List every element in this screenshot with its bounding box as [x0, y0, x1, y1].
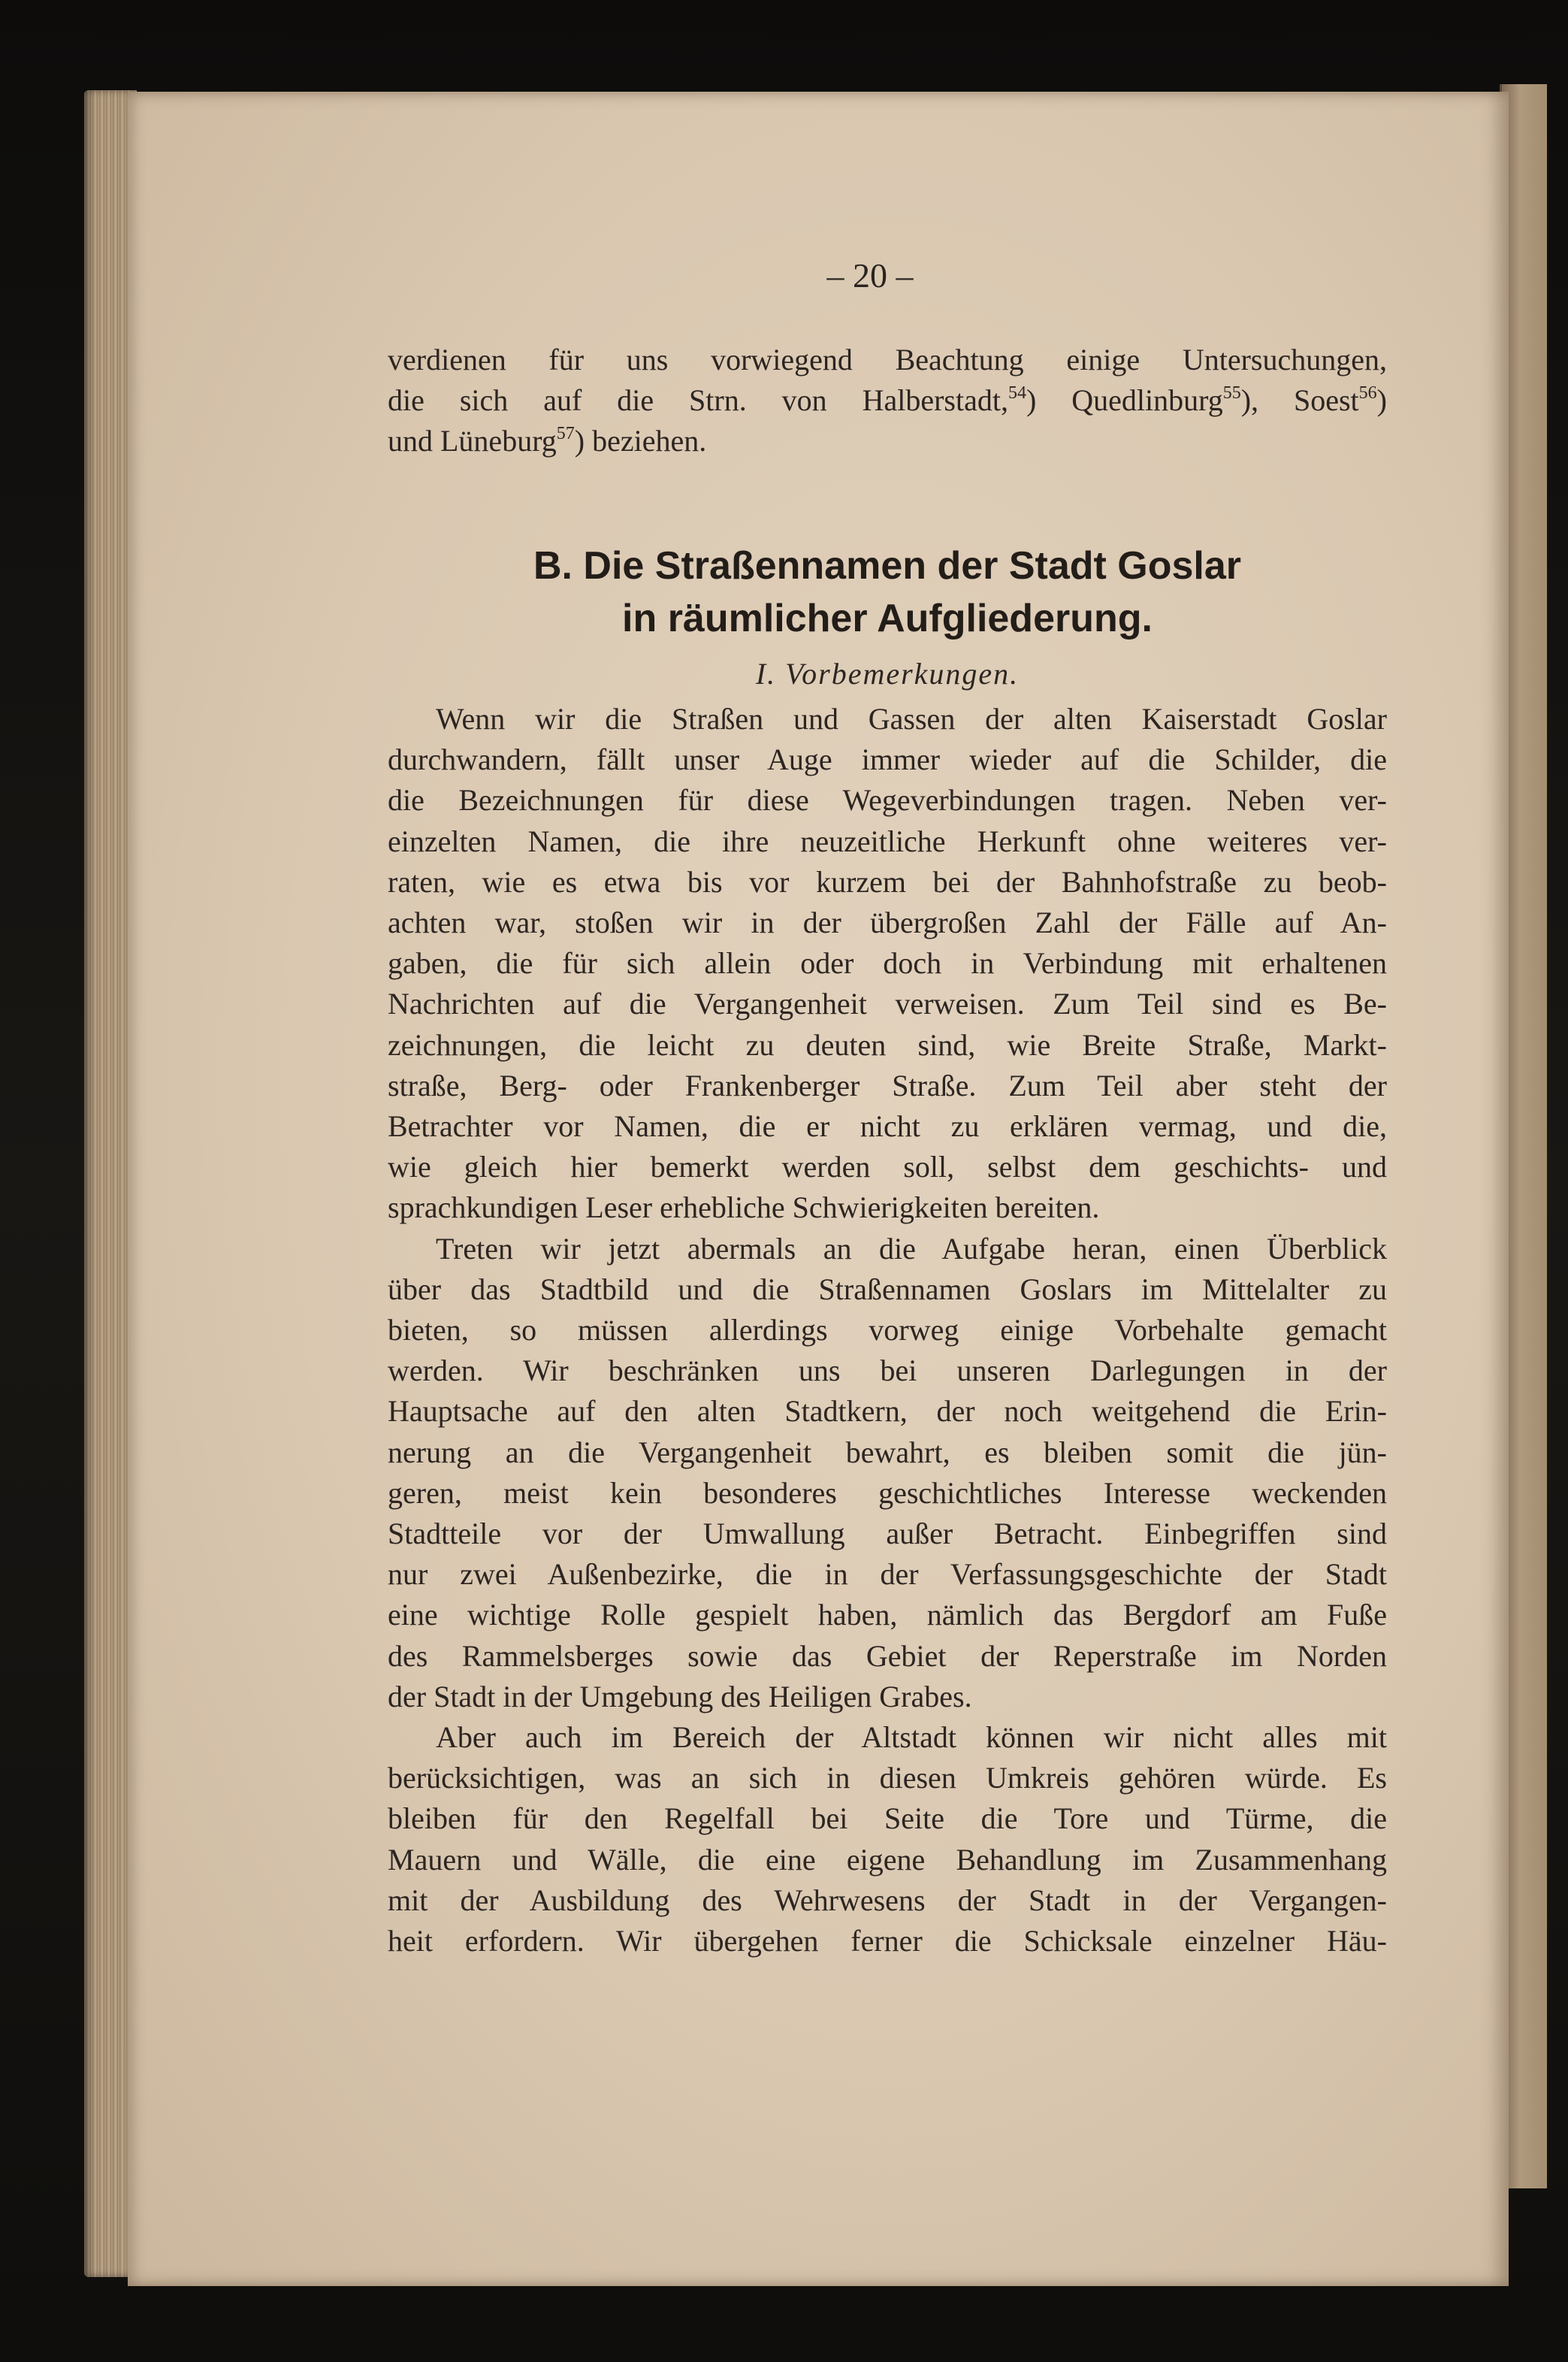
paragraph-1-line-11: Betrachter vor Namen, die er nicht zu erklären vermag, und die, [388, 1109, 1387, 1143]
paragraph-2-line-12: der Stadt in der Umgebung des Heiligen Grabes. [388, 1679, 972, 1713]
paragraph-2-line-11: des Rammelsberges sowie das Gebiet der Reperstraße im Norden [388, 1638, 1387, 1673]
paragraph-2-line-10: eine wichtige Rolle gespielt haben, nämlich das Bergdorf am Fuße [388, 1598, 1387, 1632]
intro-line-2-text-a: die sich auf die Strn. von Halberstadt, [388, 383, 1008, 417]
section-heading-line-2: in räumlicher Aufgliederung. [622, 597, 1153, 640]
paragraph-2-line-5: Hauptsache auf den alten Stadtkern, der noch weitgehend die Erin- [388, 1394, 1387, 1429]
paragraph-2-line-1: Treten wir jetzt abermals an die Aufgabe heran, einen Überblick [436, 1231, 1387, 1266]
paragraph-3-line-5: mit der Ausbildung des Wehrwesens der Stadt in der Vergangen- [388, 1883, 1387, 1917]
intro-line-1-text: verdienen für uns vorwiegend Beachtung einige Untersuchungen, [388, 343, 1387, 377]
paragraph-1-line-7: gaben, die für sich allein oder doch in Verbindung mit erhaltenen [388, 946, 1387, 981]
paragraph-3-line-3: bleiben für den Regelfall bei Seite die Tore und Türme, die [388, 1801, 1387, 1836]
intro-line-3-text-a: und Lüneburg [388, 424, 557, 458]
paragraph-3-line-4: Mauern und Wälle, die eine eigene Behandlung im Zusammenhang [388, 1842, 1387, 1877]
paragraph-2-line-6: nerung an die Vergangenheit bewahrt, es bleiben somit die jün- [388, 1435, 1387, 1469]
intro-line-2-text-b: ) Quedlinburg [1026, 383, 1223, 417]
intro-line-2-text-d: ) [1376, 383, 1387, 417]
paragraph-2-line-3: bieten, so müssen allerdings vorweg einige Vorbehalte gemacht [388, 1313, 1387, 1347]
paragraph-1-line-5: raten, wie es etwa bis vor kurzem bei der Bahnhofstraße zu beob- [388, 864, 1387, 899]
paragraph-2-line-8: Stadtteile vor der Umwallung außer Betracht. Einbegriffen sind [388, 1517, 1387, 1550]
paragraph-1-line-12: wie gleich hier bemerkt werden soll, selbst dem geschichts- und [388, 1150, 1387, 1184]
page-number: – 20 – [826, 256, 914, 295]
intro-line-1 [388, 340, 1387, 380]
intro-line-2-text-c: ), Soest [1240, 383, 1359, 417]
paragraph-2-line-2: über das Stadtbild und die Straßennamen Goslars im Mittelalter zu [388, 1272, 1387, 1306]
paragraph-3-line-2: berücksichtigen, was an sich in diesen Umkreis gehören würde. Es [388, 1761, 1387, 1795]
paragraph-3-line-6: heit erfordern. Wir übergehen ferner die Schicksale einzelner Häu- [388, 1924, 1387, 1958]
footnote-ref-55: 55 [1222, 383, 1241, 403]
paragraph-2-line-7: geren, meist kein besonderes geschichtliches Interesse weckenden [388, 1475, 1387, 1510]
intro-line-2 [388, 380, 1387, 421]
paragraph-3-line-1: Aber auch im Bereich der Altstadt können wir nicht alles mit [436, 1720, 1387, 1754]
paragraph-1-line-4: einzelten Namen, die ihre neuzeitliche Herkunft ohne weiteres ver- [388, 824, 1387, 858]
section-heading-line-1: B. Die Straßennamen der Stadt Goslar [533, 544, 1242, 588]
paragraph-1-line-2: durchwandern, fällt unser Auge immer wieder auf die Schilder, die [388, 742, 1387, 777]
paragraph-1-line-10: straße, Berg- oder Frankenberger Straße. Zum Teil aber steht der [388, 1068, 1387, 1102]
paragraph-1-line-8: Nachrichten auf die Vergangenheit verweisen. Zum Teil sind es Be- [388, 987, 1387, 1021]
footnote-ref-54: 54 [1008, 383, 1026, 403]
paragraph-1-line-1: Wenn wir die Straßen und Gassen der alten Kaiserstadt Goslar [436, 702, 1387, 736]
intro-line-3-text-b: ) beziehen. [574, 424, 707, 458]
paragraph-1-line-3: die Bezeichnungen für diese Wegeverbindungen tragen. Neben ver- [388, 783, 1387, 818]
intro-line-3 [388, 421, 1387, 461]
paragraph-1-line-9: zeichnungen, die leicht zu deuten sind, wie Breite Straße, Markt- [388, 1027, 1387, 1062]
paragraph-2-line-4: werden. Wir beschränken uns bei unseren Darlegungen in der [388, 1353, 1387, 1388]
footnote-ref-56: 56 [1358, 383, 1377, 403]
paragraph-2-line-9: nur zwei Außenbezirke, die in der Verfassungsgeschichte der Stadt [388, 1557, 1387, 1592]
subsection-heading: I. Vorbemerkungen. [755, 657, 1020, 691]
paragraph-1-line-13: sprachkundigen Leser erhebliche Schwierigkeiten bereiten. [388, 1190, 1100, 1225]
paragraph-1-line-6: achten war, stoßen wir in der übergroßen Zahl der Fälle auf An- [388, 906, 1387, 939]
footnote-ref-57: 57 [556, 424, 575, 443]
